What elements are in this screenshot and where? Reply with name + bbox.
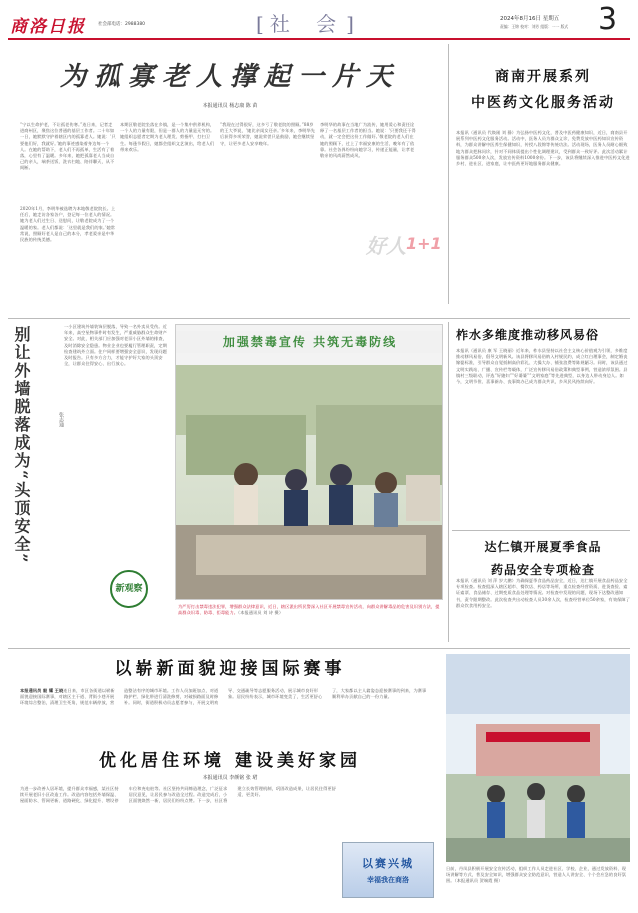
bottom-right-caption	[446, 866, 630, 906]
main-col-1: “宁以生命护老，不让孤老伤寒。”连日来，记者走进商州区，聚焦这位普通的基层工作者。二十年如一日，她默默守护着辖区内的孤寡老人。她说：‘只要他们好，我就好。’她的事迹感染着身边每一个人。在她的帮助下，老人们不再孤单，生活有了着落，心里有了温暖。多年来，她把孤寡老人当成自己的亲人，端茶送饭、洗衣扫地、陪伴聊天，从不间断。	[20, 122, 116, 171]
bottom-article-2-title	[60, 746, 400, 771]
section-label: 社 会	[269, 12, 347, 36]
main-col-4: 李明华的故事在当地广为流传，她用爱心和责任诠释了一名基层工作者的担当。她说：‘只要我还干得动，就一定会把这份工作做好。’敬老院的老人们在她的照顾下，过上了幸福安康的生活，晚年有了依靠。社会各界纷纷向她学习，传递正能量，让孝老敬亲的风尚蔚然成风。	[320, 122, 416, 159]
main-article-title	[60, 56, 400, 93]
bottom1-text: 连日来，市区各街道以崭新面貌迎接国际赛事，对辖区主干道、背街小巷开展环境综合整治，清理卫生死角，规范车辆停放，营造整洁有序的城市环境。工作人员加班加点，对道路护栏、绿化带进行清洗修剪，对破损路面及时修补。同时，街道积极动员志愿者参与，开展文明劝导、交通疏导等志愿服务活动，展示城市良好形象。居民纷纷表示，城市环境变美了，生活更舒心了，大家都以主人翁姿态迎接赛事的到来，为赛事顺利举办贡献自己的一份力量。	[20, 688, 427, 706]
promo-box	[342, 842, 434, 898]
good-people-badge	[360, 224, 450, 278]
title-line-2: 中医药文化服务活动	[471, 95, 615, 111]
caption-credit: （本报通讯员 贺端霞 摄）	[454, 878, 503, 884]
caption-credit: （本报通讯员 刘 诗 摄）	[238, 610, 284, 616]
photo-image	[446, 654, 630, 862]
bottom-right-photo	[446, 654, 630, 862]
right-article-3-body: 本报讯（通讯员 刘 萍 岁大鹏）为确保夏季食品药品安全，近日，达仁镇开展食品药品安全专项检查。检查组深入辖区超市、餐饮店、药店等场所，重点检查经营资质、进货查验、索证索票、食品储存、过期变质食品处理等情况。对检查中发现的问题，现场下达整改通知书，责令限期整改。此次检查共出动检查人员30余人次，检查经营单位50余家，有效保障了群众饮食用药安全。	[456, 578, 630, 608]
new-observation-text: 新观察	[115, 584, 143, 594]
promo-line-1: 以赛兴城	[362, 857, 414, 870]
bottom-article-2-byline: 本报通讯员 李颜铭 张 珺	[202, 775, 258, 781]
right-article-1-title	[454, 66, 632, 112]
photo-caption	[178, 604, 440, 634]
photo-banner	[176, 331, 443, 353]
photo-block	[175, 324, 443, 600]
banner-text: 加强禁毒宣传 共筑无毒防线	[222, 335, 398, 349]
section-title: [社 会]	[256, 12, 360, 36]
title-line-1: 达仁镇开展夏季食品	[484, 540, 602, 554]
right-article-2-title: 柞水多维度推动移风易俗	[456, 328, 600, 342]
badge-num: 1+1	[406, 234, 442, 253]
title-text: 以崭新面貌迎接国际赛事	[114, 659, 346, 679]
issue-date: 2024年8月16日 星期五	[500, 16, 560, 22]
bottom-article-1-body	[20, 688, 428, 740]
right-article-3-title	[454, 538, 632, 578]
right-h-divider	[452, 530, 630, 531]
right-article-1-body: 本报讯（通讯员 代焕刚 刘 静）为弘扬中医药文化，普及中医药健康知识，近日，商南县开展系列中医药文化服务活动。活动中，医务人员为群众义诊，免费发放中医药知识宣传资料，为群众讲解中医养生保健知识，传授八段锦等传统功法。活动现场，医务人员耐心细致地为群众把脉问诊，针对不同体质提出个性化调理建议，受到群众一致好评。此次活动累计服务群众500余人次，发放宣传资料1000余份。下一步，该县将继续深入推进中医药文化进乡村、进社区、进家庭，让中医药更好地服务群众健康。	[456, 130, 630, 167]
photo-image	[176, 325, 443, 600]
badge-main: 好人	[366, 234, 406, 258]
vertical-article-author: 张志通	[58, 412, 64, 427]
title-line-1: 商南开展系列	[495, 69, 591, 85]
main-col-2: 本期区敬老院坐落在乡镇，是一个集中供养机构，一个人的力量有限，但是一群人的力量是无穷的。她组织志愿者定期为老人理发、剪指甲、打扫卫生。每逢节假日，她都会组织文艺演出，给老人们带来欢乐。	[120, 122, 215, 152]
masthead-editor-line: 社会部电话：2988380	[98, 22, 146, 27]
main-col-1b: 2020年1月，李明华被选聘为本地敬老院院长。上任后，她走访各家各户，登记每一位老人的情况。她为老人们过生日、送慰问，让敬老院成为了一个温暖的家。老人们都说：‘这里就是我们的家。’她常常说，照顾好老人是自己的本分，孝老爱亲是中华民族的传统美德。	[20, 206, 116, 243]
right-divider-top	[448, 44, 449, 304]
right-article-2-body: 本报讯（通讯员 康 军 王晓丽）近年来，柞水县坚持以社会主义核心价值观为引领，多维度推动移风易俗，倡导文明新风。该县将移风易俗纳入村规民约，成立红白理事会，制定婚丧嫁娶标准，引导群众自觉抵制高价彩礼、大操大办、铺张浪费等陈规陋习。同时，该县通过文明实践站、广播、宣传栏等载体，广泛宣传移风易俗政策和典型事例，营造浓厚氛围。县镇村三级联动，评选“好媳妇”“好婆婆”“文明家庭”等先进典型，以身边人带动身边人。如今，文明节俭、喜事新办、丧事简办已成为群众共识，乡风民风持续向好。	[456, 348, 628, 385]
page-editors: 责编：王锦 校对：刘芳 组版：一一 版式	[500, 24, 569, 29]
masthead	[0, 0, 638, 40]
right-divider-mid	[448, 322, 449, 642]
promo-line-2: 幸福我在商洛	[367, 876, 409, 884]
vertical-article-title	[10, 326, 70, 626]
main-article-byline: 本报通讯员 杨志康 陈 苗	[202, 103, 258, 109]
caption-text: 日前，丹凤县积极开展安全宣传活动，组织工作人员走进社区、学校、企业，通过发放资料、现场讲解等方式，普及安全知识，增强群众安全防范意识，营造人人讲安全、个个会应急的良好氛围。	[446, 866, 627, 884]
vertical-title-text: 别让外墙脱落成为“头顶安全”	[12, 326, 31, 565]
page-number: 3	[598, 2, 618, 37]
h-divider-2	[8, 648, 630, 649]
h-divider-1	[8, 318, 630, 319]
main-col-3: “我现在过得很好，这多亏了敬老院的照顾。”88岁的王大爷说，‘她比亲闺女还亲。’多年来，李明华先后获得多项荣誉，她说荣誉只是鼓励，她会继续坚守，让更多老人安享晚年。	[220, 122, 316, 146]
title-text: 优化居住环境 建设美好家园	[99, 751, 361, 771]
bottom-article-1-title	[60, 654, 400, 679]
title-text: 为孤寡老人撑起一片天	[60, 62, 401, 92]
title-line-2: 药品安全专项检查	[490, 563, 595, 577]
masthead-rule	[8, 38, 630, 40]
new-observation-badge	[110, 570, 148, 608]
bottom1-byline: 本报通讯员 毅 耀 王晓	[20, 688, 64, 693]
vertical-article-body: 一小区建筑外墙装饰层脱落，导致一名外卖员受伤。近年来，高空坠物事件时有发生，严重威胁群众生命财产安全。对此，相关部门应加强对老旧小区外墙的排查，及时消除安全隐患。物业企业也要履行管理职责，定期检查建筑外立面。住户同样要增强安全意识，发现问题及时报告。只有多方合力，才能守护好大家的头顶安全，让群众住得安心、出行放心。	[64, 324, 167, 367]
bottom-article-2-body: 为进一步改善人居环境，提升群众幸福感，某社区持续开展老旧小区改造工作。改造内容包括外墙保温、屋面防水、管网更新、道路硬化、绿化提升、增设停车位和充电桩等。社区坚持共同缔造理念，广泛征求居民意见，让居民参与改造全过程。改造完成后，小区面貌焕然一新，居民们纷纷点赞。下一步，社区将建立长效管理机制，巩固改造成果，让居民住得更舒适、更美好。	[20, 786, 336, 804]
caption-text: 为严厉打击禁毒违法犯罪，增强群众法律意识，近日，辖区派出所民警深入社区开展禁毒宣传活动，向群众讲解毒品的危害及识别方法，提高群众识毒、防毒、拒毒能力。	[178, 604, 440, 616]
masthead-logo: 商洛日报	[10, 17, 86, 37]
